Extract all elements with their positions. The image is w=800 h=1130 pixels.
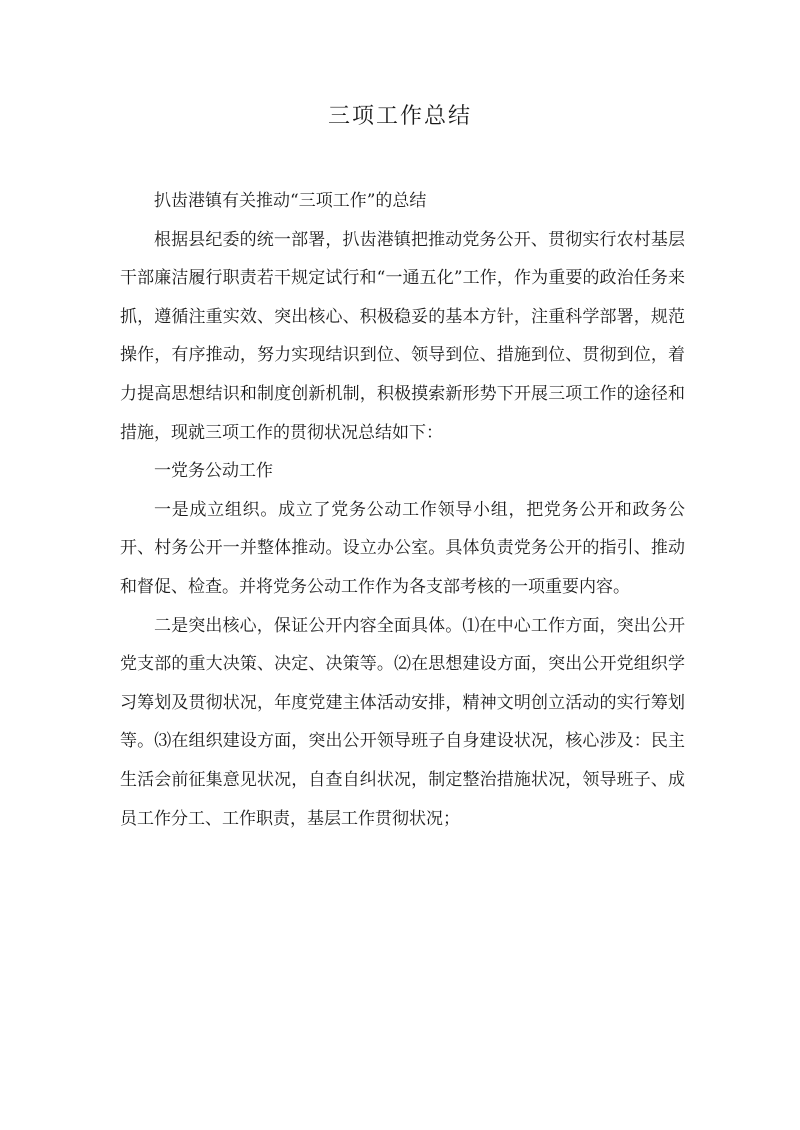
point-one-paragraph: 一是成立组织。成立了党务公动工作领导小组，把党务公开和政务公开、村务公开一并整体推动。设立办公室。具体负责党务公开的指引、推动和督促、检查。并将党务公动工作作为各支部考核的一项重要内容。 xyxy=(120,499,685,597)
intro-paragraph: 根据县纪委的统一部署，扒齿港镇把推动党务公开、贯彻实行农村基层干部廉洁履行职责若干规定试行和“一通五化”工作，作为重要的政治任务来抓，遵循注重实效、突出核心、积极稳妥的基本方针，注重科学部署，规范操作，有序推动，努力实现结识到位、领导到位、措施到位、贯彻到位，着力提高思想结识和制度创新机制，积极摸索新形势下开展三项工作的途径和措施，现就三项工作的贯彻状况总结如下： xyxy=(120,229,685,443)
section-heading: 一党务公动工作 xyxy=(154,461,273,482)
document-body xyxy=(120,182,685,838)
subtitle-paragraph: 扒齿港镇有关推动“三项工作”的总结 xyxy=(154,191,427,211)
document-title: 三项工作总结 xyxy=(327,104,472,129)
point-two-paragraph: 二是突出核心，保证公开内容全面具体。⑴在中心工作方面，突出公开党支部的重大决策、决定、决策等。⑵在思想建设方面，突出公开党组织学习筹划及贯彻状况，年度党建主体活动安排，精神文明创立活动的实行筹划等。⑶在组织建设方面，突出公开领导班子自身建设状况，核心涉及：民主生活会前征集意见状况，自查自纠状况，制定整治措施状况，领导班子、成员工作分工、工作职责，基层工作贯彻状况； xyxy=(120,615,685,829)
